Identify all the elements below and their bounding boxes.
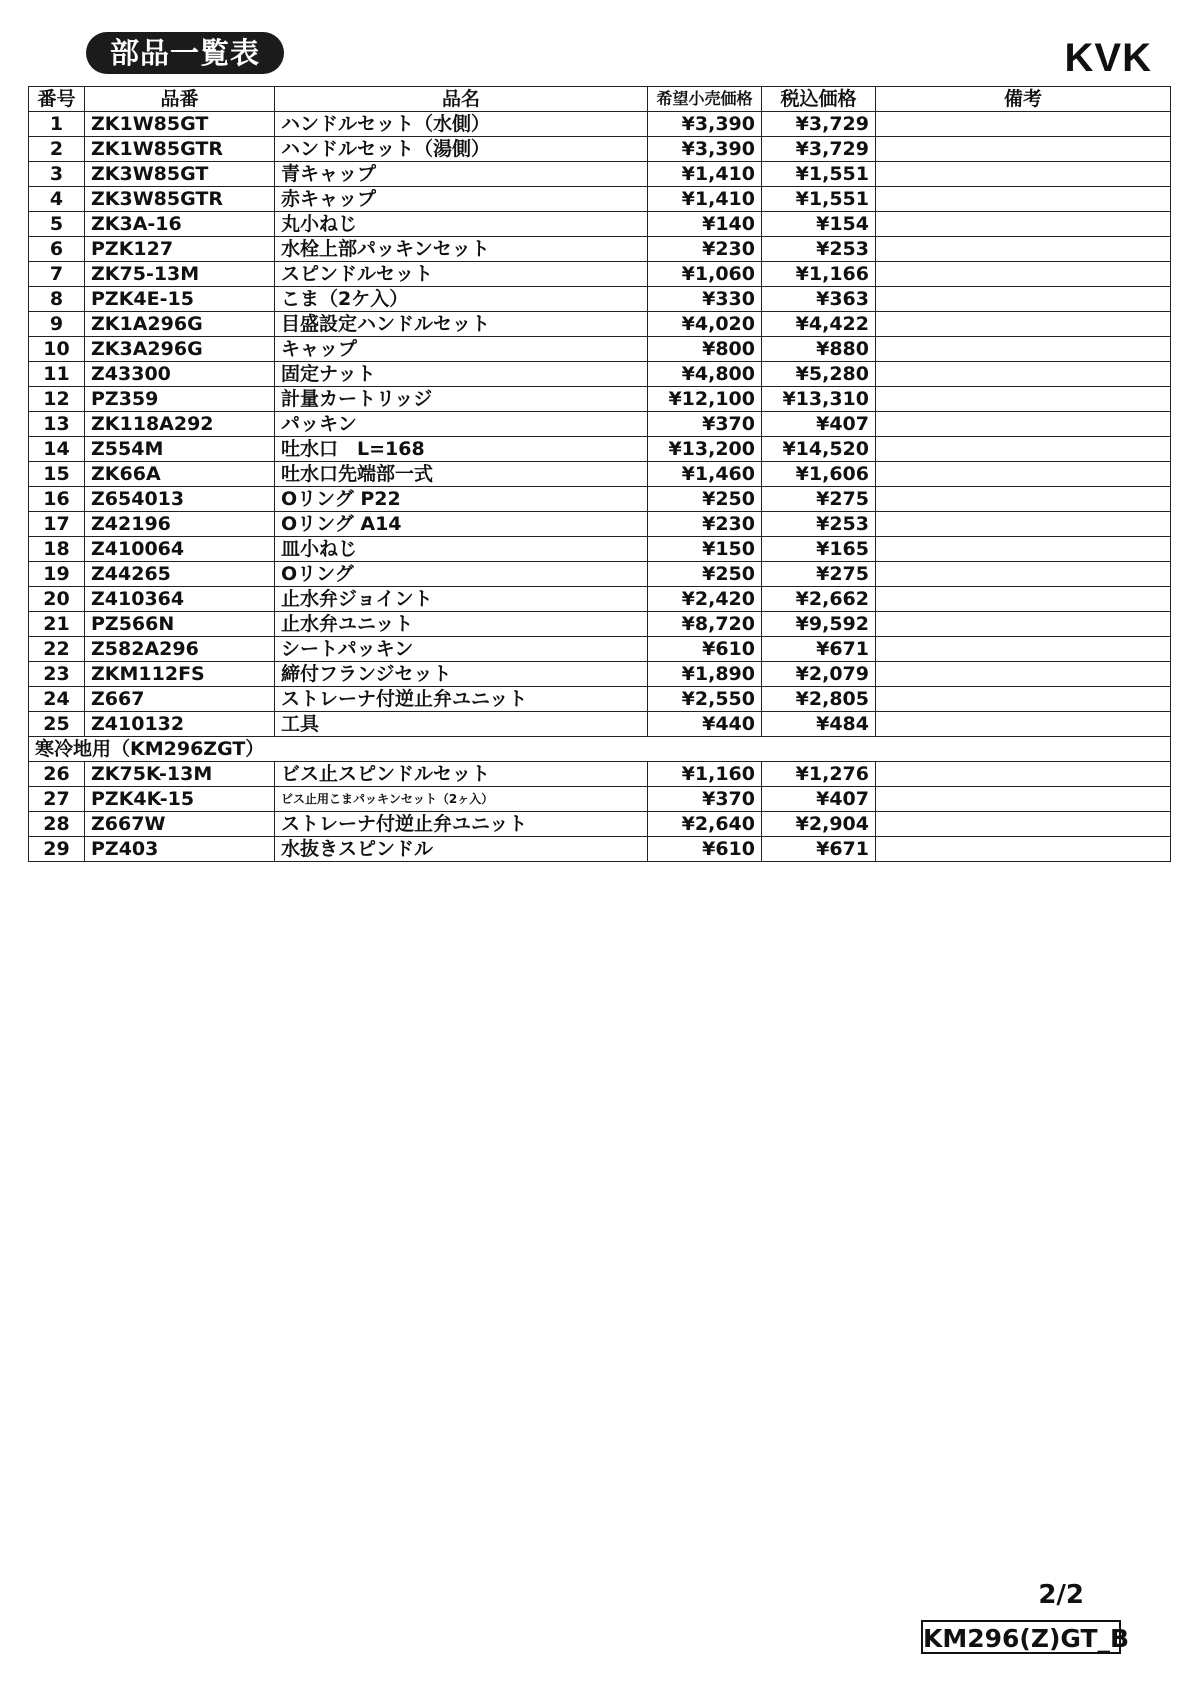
cell-remarks bbox=[876, 637, 1171, 662]
table-row bbox=[29, 487, 1171, 512]
section-label: 寒冷地用（KM296ZGT） bbox=[29, 737, 1171, 762]
cell-remarks bbox=[876, 462, 1171, 487]
table-row bbox=[29, 562, 1171, 587]
cell-no: 16 bbox=[29, 487, 85, 512]
cell-no: 4 bbox=[29, 187, 85, 212]
cell-remarks bbox=[876, 212, 1171, 237]
cell-list-price: ¥1,410 bbox=[648, 187, 762, 212]
cell-no: 23 bbox=[29, 662, 85, 687]
cell-no: 14 bbox=[29, 437, 85, 462]
cell-part-code: ZK3W85GT bbox=[85, 162, 275, 187]
cell-tax-price: ¥407 bbox=[762, 412, 876, 437]
cell-remarks bbox=[876, 387, 1171, 412]
cell-list-price: ¥2,550 bbox=[648, 687, 762, 712]
cell-part-code: Z554M bbox=[85, 437, 275, 462]
cell-list-price: ¥12,100 bbox=[648, 387, 762, 412]
table-row bbox=[29, 637, 1171, 662]
table-row bbox=[29, 212, 1171, 237]
cell-remarks bbox=[876, 312, 1171, 337]
cell-tax-price: ¥3,729 bbox=[762, 112, 876, 137]
document-code: KM296(Z)GT_B bbox=[921, 1620, 1121, 1654]
cell-list-price: ¥1,890 bbox=[648, 662, 762, 687]
table-row bbox=[29, 137, 1171, 162]
cell-list-price: ¥250 bbox=[648, 562, 762, 587]
cell-tax-price: ¥1,606 bbox=[762, 462, 876, 487]
column-header-list-price: 希望小売価格 bbox=[648, 87, 762, 112]
cell-tax-price: ¥13,310 bbox=[762, 387, 876, 412]
cell-part-code: ZK66A bbox=[85, 462, 275, 487]
cell-no: 28 bbox=[29, 812, 85, 837]
table-row bbox=[29, 112, 1171, 137]
cell-list-price: ¥330 bbox=[648, 287, 762, 312]
cell-part-name: こま（2ケ入） bbox=[275, 287, 648, 312]
cell-no: 17 bbox=[29, 512, 85, 537]
cell-part-code: PZK4K-15 bbox=[85, 787, 275, 812]
cell-part-name: 水抜きスピンドル bbox=[275, 837, 648, 862]
cell-no: 6 bbox=[29, 237, 85, 262]
cell-list-price: ¥610 bbox=[648, 837, 762, 862]
cell-list-price: ¥3,390 bbox=[648, 137, 762, 162]
cell-no: 26 bbox=[29, 762, 85, 787]
table-row bbox=[29, 237, 1171, 262]
cell-part-code: PZ566N bbox=[85, 612, 275, 637]
cell-remarks bbox=[876, 187, 1171, 212]
cell-tax-price: ¥363 bbox=[762, 287, 876, 312]
cell-part-code: Z667 bbox=[85, 687, 275, 712]
cell-list-price: ¥140 bbox=[648, 212, 762, 237]
cell-remarks bbox=[876, 787, 1171, 812]
cell-remarks bbox=[876, 512, 1171, 537]
cell-remarks bbox=[876, 587, 1171, 612]
cell-tax-price: ¥484 bbox=[762, 712, 876, 737]
cell-no: 10 bbox=[29, 337, 85, 362]
cell-remarks bbox=[876, 262, 1171, 287]
cell-part-name: ストレーナ付逆止弁ユニット bbox=[275, 812, 648, 837]
cell-remarks bbox=[876, 162, 1171, 187]
cell-no: 25 bbox=[29, 712, 85, 737]
cell-part-name: 青キャップ bbox=[275, 162, 648, 187]
cell-part-name: ストレーナ付逆止弁ユニット bbox=[275, 687, 648, 712]
cell-tax-price: ¥275 bbox=[762, 562, 876, 587]
cell-part-name: 皿小ねじ bbox=[275, 537, 648, 562]
cell-remarks bbox=[876, 287, 1171, 312]
cell-no: 13 bbox=[29, 412, 85, 437]
cell-no: 5 bbox=[29, 212, 85, 237]
cell-no: 2 bbox=[29, 137, 85, 162]
table-row bbox=[29, 687, 1171, 712]
cell-part-code: ZK3A296G bbox=[85, 337, 275, 362]
cell-tax-price: ¥1,276 bbox=[762, 762, 876, 787]
cell-part-name: キャップ bbox=[275, 337, 648, 362]
column-header-code: 品番 bbox=[85, 87, 275, 112]
cell-tax-price: ¥880 bbox=[762, 337, 876, 362]
cell-list-price: ¥1,060 bbox=[648, 262, 762, 287]
cell-tax-price: ¥5,280 bbox=[762, 362, 876, 387]
page-number: 2/2 bbox=[1038, 1580, 1084, 1610]
cell-tax-price: ¥2,805 bbox=[762, 687, 876, 712]
cell-tax-price: ¥671 bbox=[762, 637, 876, 662]
cell-part-name: 吐水口 L=168 bbox=[275, 437, 648, 462]
cell-remarks bbox=[876, 437, 1171, 462]
cell-part-name: ビス止スピンドルセット bbox=[275, 762, 648, 787]
cell-part-code: Z44265 bbox=[85, 562, 275, 587]
cell-part-name: 止水弁ユニット bbox=[275, 612, 648, 637]
cell-part-name: Oリング P22 bbox=[275, 487, 648, 512]
table-row bbox=[29, 712, 1171, 737]
cell-list-price: ¥230 bbox=[648, 237, 762, 262]
cell-list-price: ¥370 bbox=[648, 787, 762, 812]
cell-part-name: Oリング bbox=[275, 562, 648, 587]
cell-no: 1 bbox=[29, 112, 85, 137]
cell-part-name: 水栓上部パッキンセット bbox=[275, 237, 648, 262]
cell-list-price: ¥800 bbox=[648, 337, 762, 362]
table-row bbox=[29, 337, 1171, 362]
cell-no: 27 bbox=[29, 787, 85, 812]
cell-list-price: ¥4,800 bbox=[648, 362, 762, 387]
cell-part-name: ビス止用こまパッキンセット（2ヶ入） bbox=[275, 787, 648, 812]
cell-part-name: 計量カートリッジ bbox=[275, 387, 648, 412]
cell-tax-price: ¥9,592 bbox=[762, 612, 876, 637]
table-row bbox=[29, 812, 1171, 837]
cell-no: 29 bbox=[29, 837, 85, 862]
cell-remarks bbox=[876, 137, 1171, 162]
table-row bbox=[29, 312, 1171, 337]
cell-tax-price: ¥275 bbox=[762, 487, 876, 512]
cell-remarks bbox=[876, 412, 1171, 437]
cell-no: 9 bbox=[29, 312, 85, 337]
cell-list-price: ¥370 bbox=[648, 412, 762, 437]
cell-no: 11 bbox=[29, 362, 85, 387]
cell-part-code: Z410132 bbox=[85, 712, 275, 737]
cell-part-code: Z43300 bbox=[85, 362, 275, 387]
table-row bbox=[29, 287, 1171, 312]
cell-tax-price: ¥165 bbox=[762, 537, 876, 562]
cell-remarks bbox=[876, 337, 1171, 362]
cell-no: 20 bbox=[29, 587, 85, 612]
cell-remarks bbox=[876, 112, 1171, 137]
cell-part-code: ZK75K-13M bbox=[85, 762, 275, 787]
cell-part-code: PZ359 bbox=[85, 387, 275, 412]
cell-tax-price: ¥154 bbox=[762, 212, 876, 237]
cell-list-price: ¥1,410 bbox=[648, 162, 762, 187]
cell-remarks bbox=[876, 662, 1171, 687]
cell-no: 15 bbox=[29, 462, 85, 487]
table-row bbox=[29, 187, 1171, 212]
table-row bbox=[29, 587, 1171, 612]
cell-tax-price: ¥14,520 bbox=[762, 437, 876, 462]
cell-list-price: ¥250 bbox=[648, 487, 762, 512]
cell-remarks bbox=[876, 362, 1171, 387]
table-row bbox=[29, 787, 1171, 812]
cell-part-code: ZK1A296G bbox=[85, 312, 275, 337]
cell-part-code: Z42196 bbox=[85, 512, 275, 537]
cell-part-code: ZK3W85GTR bbox=[85, 187, 275, 212]
cell-part-name: 吐水口先端部一式 bbox=[275, 462, 648, 487]
cell-remarks bbox=[876, 837, 1171, 862]
cell-part-code: ZK3A-16 bbox=[85, 212, 275, 237]
column-header-remarks: 備考 bbox=[876, 87, 1171, 112]
cell-part-name: 固定ナット bbox=[275, 362, 648, 387]
cell-remarks bbox=[876, 562, 1171, 587]
cell-part-name: 目盛設定ハンドルセット bbox=[275, 312, 648, 337]
table-row bbox=[29, 162, 1171, 187]
table-row bbox=[29, 762, 1171, 787]
cell-part-code: ZK1W85GTR bbox=[85, 137, 275, 162]
cell-part-code: ZK118A292 bbox=[85, 412, 275, 437]
cell-no: 21 bbox=[29, 612, 85, 637]
cell-part-name: 丸小ねじ bbox=[275, 212, 648, 237]
cell-list-price: ¥3,390 bbox=[648, 112, 762, 137]
cell-no: 8 bbox=[29, 287, 85, 312]
column-header-tax-price: 税込価格 bbox=[762, 87, 876, 112]
cell-tax-price: ¥2,662 bbox=[762, 587, 876, 612]
table-row bbox=[29, 362, 1171, 387]
table-row bbox=[29, 537, 1171, 562]
cell-tax-price: ¥1,551 bbox=[762, 187, 876, 212]
cell-part-code: Z410364 bbox=[85, 587, 275, 612]
cell-part-code: PZK127 bbox=[85, 237, 275, 262]
cell-part-code: ZK1W85GT bbox=[85, 112, 275, 137]
cell-part-code: Z410064 bbox=[85, 537, 275, 562]
column-header-name: 品名 bbox=[275, 87, 648, 112]
cell-remarks bbox=[876, 812, 1171, 837]
cell-tax-price: ¥407 bbox=[762, 787, 876, 812]
table-row bbox=[29, 412, 1171, 437]
cell-no: 24 bbox=[29, 687, 85, 712]
cell-list-price: ¥230 bbox=[648, 512, 762, 537]
column-header-no: 番号 bbox=[29, 87, 85, 112]
table-row bbox=[29, 462, 1171, 487]
brand-logo: KVK bbox=[1064, 36, 1152, 80]
cell-list-price: ¥1,160 bbox=[648, 762, 762, 787]
cell-no: 12 bbox=[29, 387, 85, 412]
cell-part-code: Z582A296 bbox=[85, 637, 275, 662]
cell-part-name: 工具 bbox=[275, 712, 648, 737]
cell-no: 18 bbox=[29, 537, 85, 562]
parts-table bbox=[28, 86, 1171, 862]
cell-part-name: スピンドルセット bbox=[275, 262, 648, 287]
cell-tax-price: ¥253 bbox=[762, 237, 876, 262]
cell-part-name: Oリング A14 bbox=[275, 512, 648, 537]
cell-list-price: ¥2,420 bbox=[648, 587, 762, 612]
table-row bbox=[29, 612, 1171, 637]
cell-list-price: ¥8,720 bbox=[648, 612, 762, 637]
cell-remarks bbox=[876, 687, 1171, 712]
cell-remarks bbox=[876, 537, 1171, 562]
table-row bbox=[29, 262, 1171, 287]
cell-tax-price: ¥253 bbox=[762, 512, 876, 537]
cell-remarks bbox=[876, 612, 1171, 637]
table-header-row bbox=[29, 87, 1171, 112]
cell-tax-price: ¥3,729 bbox=[762, 137, 876, 162]
section-row bbox=[29, 737, 1171, 762]
cell-tax-price: ¥1,551 bbox=[762, 162, 876, 187]
cell-no: 22 bbox=[29, 637, 85, 662]
cell-part-code: Z654013 bbox=[85, 487, 275, 512]
document-title: 部品一覧表 bbox=[86, 32, 284, 74]
cell-tax-price: ¥2,079 bbox=[762, 662, 876, 687]
cell-part-code: ZKM112FS bbox=[85, 662, 275, 687]
cell-no: 3 bbox=[29, 162, 85, 187]
cell-part-name: 止水弁ジョイント bbox=[275, 587, 648, 612]
cell-tax-price: ¥4,422 bbox=[762, 312, 876, 337]
cell-tax-price: ¥671 bbox=[762, 837, 876, 862]
table-row bbox=[29, 387, 1171, 412]
cell-list-price: ¥610 bbox=[648, 637, 762, 662]
cell-part-name: 赤キャップ bbox=[275, 187, 648, 212]
cell-remarks bbox=[876, 237, 1171, 262]
cell-remarks bbox=[876, 762, 1171, 787]
cell-no: 7 bbox=[29, 262, 85, 287]
cell-part-name: シートパッキン bbox=[275, 637, 648, 662]
cell-list-price: ¥150 bbox=[648, 537, 762, 562]
cell-list-price: ¥440 bbox=[648, 712, 762, 737]
cell-list-price: ¥13,200 bbox=[648, 437, 762, 462]
cell-part-name: 締付フランジセット bbox=[275, 662, 648, 687]
cell-no: 19 bbox=[29, 562, 85, 587]
cell-tax-price: ¥2,904 bbox=[762, 812, 876, 837]
table-row bbox=[29, 662, 1171, 687]
cell-part-code: Z667W bbox=[85, 812, 275, 837]
cell-part-name: ハンドルセット（水側） bbox=[275, 112, 648, 137]
cell-remarks bbox=[876, 487, 1171, 512]
cell-part-name: パッキン bbox=[275, 412, 648, 437]
table-row bbox=[29, 837, 1171, 862]
cell-part-name: ハンドルセット（湯側） bbox=[275, 137, 648, 162]
cell-list-price: ¥2,640 bbox=[648, 812, 762, 837]
cell-part-code: PZK4E-15 bbox=[85, 287, 275, 312]
cell-part-code: ZK75-13M bbox=[85, 262, 275, 287]
cell-list-price: ¥4,020 bbox=[648, 312, 762, 337]
cell-part-code: PZ403 bbox=[85, 837, 275, 862]
table-row bbox=[29, 512, 1171, 537]
cell-tax-price: ¥1,166 bbox=[762, 262, 876, 287]
cell-list-price: ¥1,460 bbox=[648, 462, 762, 487]
table-row bbox=[29, 437, 1171, 462]
cell-remarks bbox=[876, 712, 1171, 737]
